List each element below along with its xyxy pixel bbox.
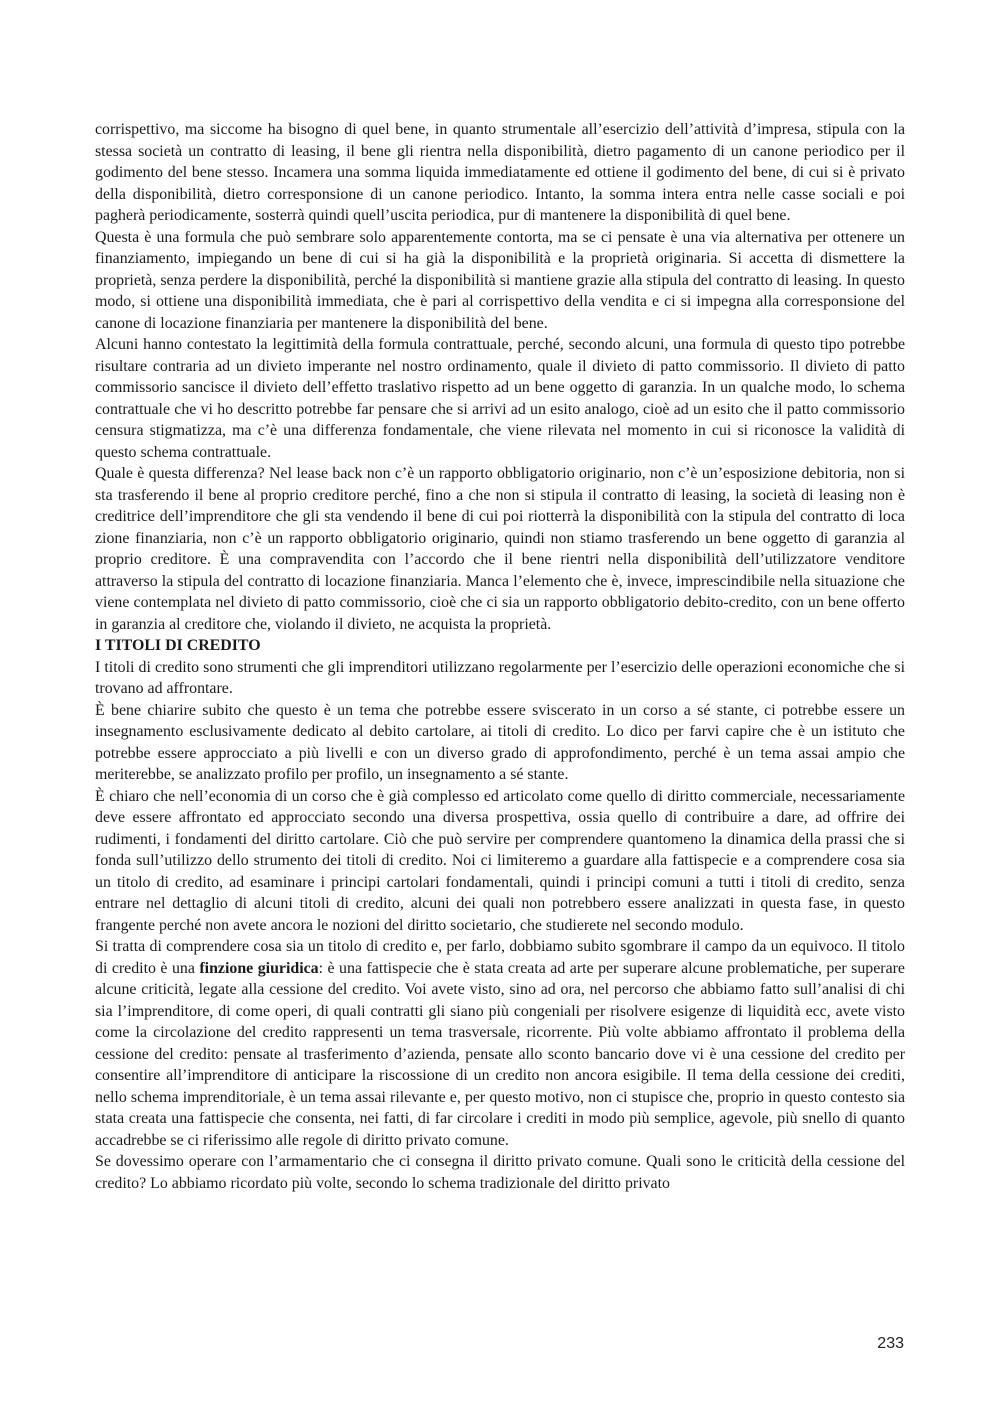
paragraph-finzione-giuridica <box>95 936 905 1151</box>
paragraph-lease-back-intro: corrispettivo, ma siccome ha bisogno di quel bene, in quanto strumentale all’esercizio dell’attività d’impresa, stipula con la stessa società un contratto di leasing, il bene gli rientra nella disponibilità, dietro pagamento di un canone periodico per il godimento del bene stesso. Incamera una somma liquida immediatamente ed ottiene il godimento del bene, di cui si è privato della disponibilità, dietro corresponsione di un canone periodico. Intanto, la somma intera entra nelle casse sociali e poi pagherà periodicamente, sosterrà quindi quell’uscita periodica, pur di mantenere la disponibilità di quel bene. <box>95 121 905 224</box>
paragraph-differenza: Quale è questa differenza? Nel lease back non c’è un rapporto obbligatorio originario, non c’è un’esposizione debitoria, non si sta trasferendo il bene al proprio creditore perché, fino a che non si stipula il contratto di leasing, la società di leasing non è creditrice dell’imprenditore che gli sta vendendo il bene di cui poi riotterrà la disponibilità con la stipula del contratto di loca zione finanziaria, non c’è un rapporto obbligatorio originario, quindi non stiamo trasferendo un bene oggetto di garanzia al proprio creditore. È una compravendita con l’accordo che il bene rientri nella disponibilità dell’utilizzatore venditore attraverso la stipula del contratto di locazione finanziaria. Manca l’elemento che è, invece, imprescindibile nella situazione che viene contemplata nel divieto di patto commissorio, cioè che ci sia un rapporto obbligatorio debito-credito, con un bene offerto in garanzia al creditore che, violando il divieto, ne acquista la proprietà. <box>95 465 905 633</box>
finzione-text-end: : è una fattispecie che è stata creata ad arte per superare alcune problematiche, per superare alcune criticità, legate alla cessione del credito. Voi avete visto, sino ad ora, nel percorso che abbiamo fatto sull’analisi di chi sia l’imprenditore, di come operi, di quali contratti gli siano più congeniali per risolvere esigenze di liquidità ecc, avete visto come la circolazione del credito rappresenti un tema trasversale, ricorrente. Più volte abbiamo affrontato il problema della cessione del credito: pensate al trasferimento d’azienda, pensate allo sconto bancario dove vi è una cessione del credito per consentire all’imprenditore di anticipare la riscossione di un credito non ancora esigibile. Il tema della cessione dei crediti, nello schema imprenditoriale, è un tema assai rilevante e, per questo motivo, non ci stupisce che, proprio in questo contesto sia stata creata una fattispecie che consenta, nei fatti, di far circolare i crediti in modo più semplice, agevole, più snello di quanto accadrebbe se ci riferissimo alle regole di diritto privato comune. <box>95 959 905 1149</box>
bold-term-finzione-giuridica: finzione giuridica <box>199 959 319 977</box>
paragraph-titoli-intro: I titoli di credito sono strumenti che gli imprenditori utilizzano regolarmente per l’esercizio delle operazioni economiche che si trovano ad affrontare. <box>95 658 905 697</box>
section-heading: I TITOLI DI CREDITO <box>95 637 261 654</box>
paragraph-corso-a-se: È bene chiarire subito che questo è un tema che potrebbe essere sviscerato in un corso a sé stante, ci potrebbe essere un insegnamento esclusivamente dedicato al debito cartolare, ai titoli di credito. Lo dico per farvi capire che è un istituto che potrebbe essere approcciato a più livelli e con un diverso grado di approfondimento, perché è un tema assai ampio che meriterebbe, se analizzato profilo per profilo, un insegnamento a sé stante. <box>95 701 905 783</box>
finzione-text-start: Si tratta di comprendere cosa sia un titolo di credito e, per farlo, dobbiamo subito sgombrare il campo da un equivoco. Il titolo di credito è una <box>95 938 905 977</box>
paragraph-alternative-financing: Questa è una formula che può sembrare solo apparentemente contorta, ma se ci pensate è una via alternativa per ottenere un finanziamento, impiegando un bene di cui si ha già la disponibilità e la proprietà originaria. Si accetta di dismettere la proprietà, senza perdere la disponibilità, perché la disponibilità si mantiene grazie alla stipula del contratto di leasing. In questo modo, si ottiene una disponibilità immediata, che è pari al corrispettivo della vendita e ci si impegna alla corresponsione del canone di locazione finanziaria per mantenere la disponibilità del bene. <box>95 228 905 332</box>
paragraph-patto-commissorio: Alcuni hanno contestato la legittimità della formula contrattuale, perché, secondo alcuni, una formula di questo tipo potrebbe risultare contraria ad un divieto imperante nel nostro ordinamento, quale il divieto di patto commissorio. Il divieto di patto commissorio sancisce il divieto dell’effetto traslativo rispetto ad un bene oggetto di garanzia. In un qualche modo, lo schema contrattuale che vi ho descritto potrebbe far pensare che si arrivi ad un esito analogo, cioè ad un esito che il patto commissorio censura stigmatizza, ma c’è una differenza fondamentale, che viene rilevata nel momento in cui si riconosce la validità di questo schema contrattuale. <box>95 336 905 461</box>
page-number: 233 <box>877 1335 904 1352</box>
document-body <box>95 119 905 1194</box>
paragraph-economia-corso: È chiaro che nell’economia di un corso che è già complesso ed articolato come quello di diritto commerciale, necessariamente deve essere affrontato ed approcciato secondo una diversa prospettiva, ossia quello di contribuire a dare, ad offrire dei rudimenti, i fondamenti del diritto cartolare. Ciò che può servire per comprendere quantomeno la dinamica della prassi che si fonda sull’utilizzo dello strumento dei titoli di credito. Noi ci limiteremo a guardare alla fattispecie e a comprendere cosa sia un titolo di credito, ad esaminare i principi cartolari fondamentali, quindi i principi comuni a tutti i titoli di credito, senza entrare nel dettaglio di alcuni titoli di credito, alcuni dei quali non potrebbero essere analizzati in questa fase, in questo frangente perché non avete ancora le nozioni del diritto societario, che studierete nel secondo modulo. <box>95 787 905 934</box>
paragraph-armamentario: Se dovessimo operare con l’armamentario che ci consegna il diritto privato comune. Quali sono le criticità della cessione del credito? Lo abbiamo ricordato più volte, secondo lo schema tradizionale del diritto privato <box>95 1153 905 1192</box>
